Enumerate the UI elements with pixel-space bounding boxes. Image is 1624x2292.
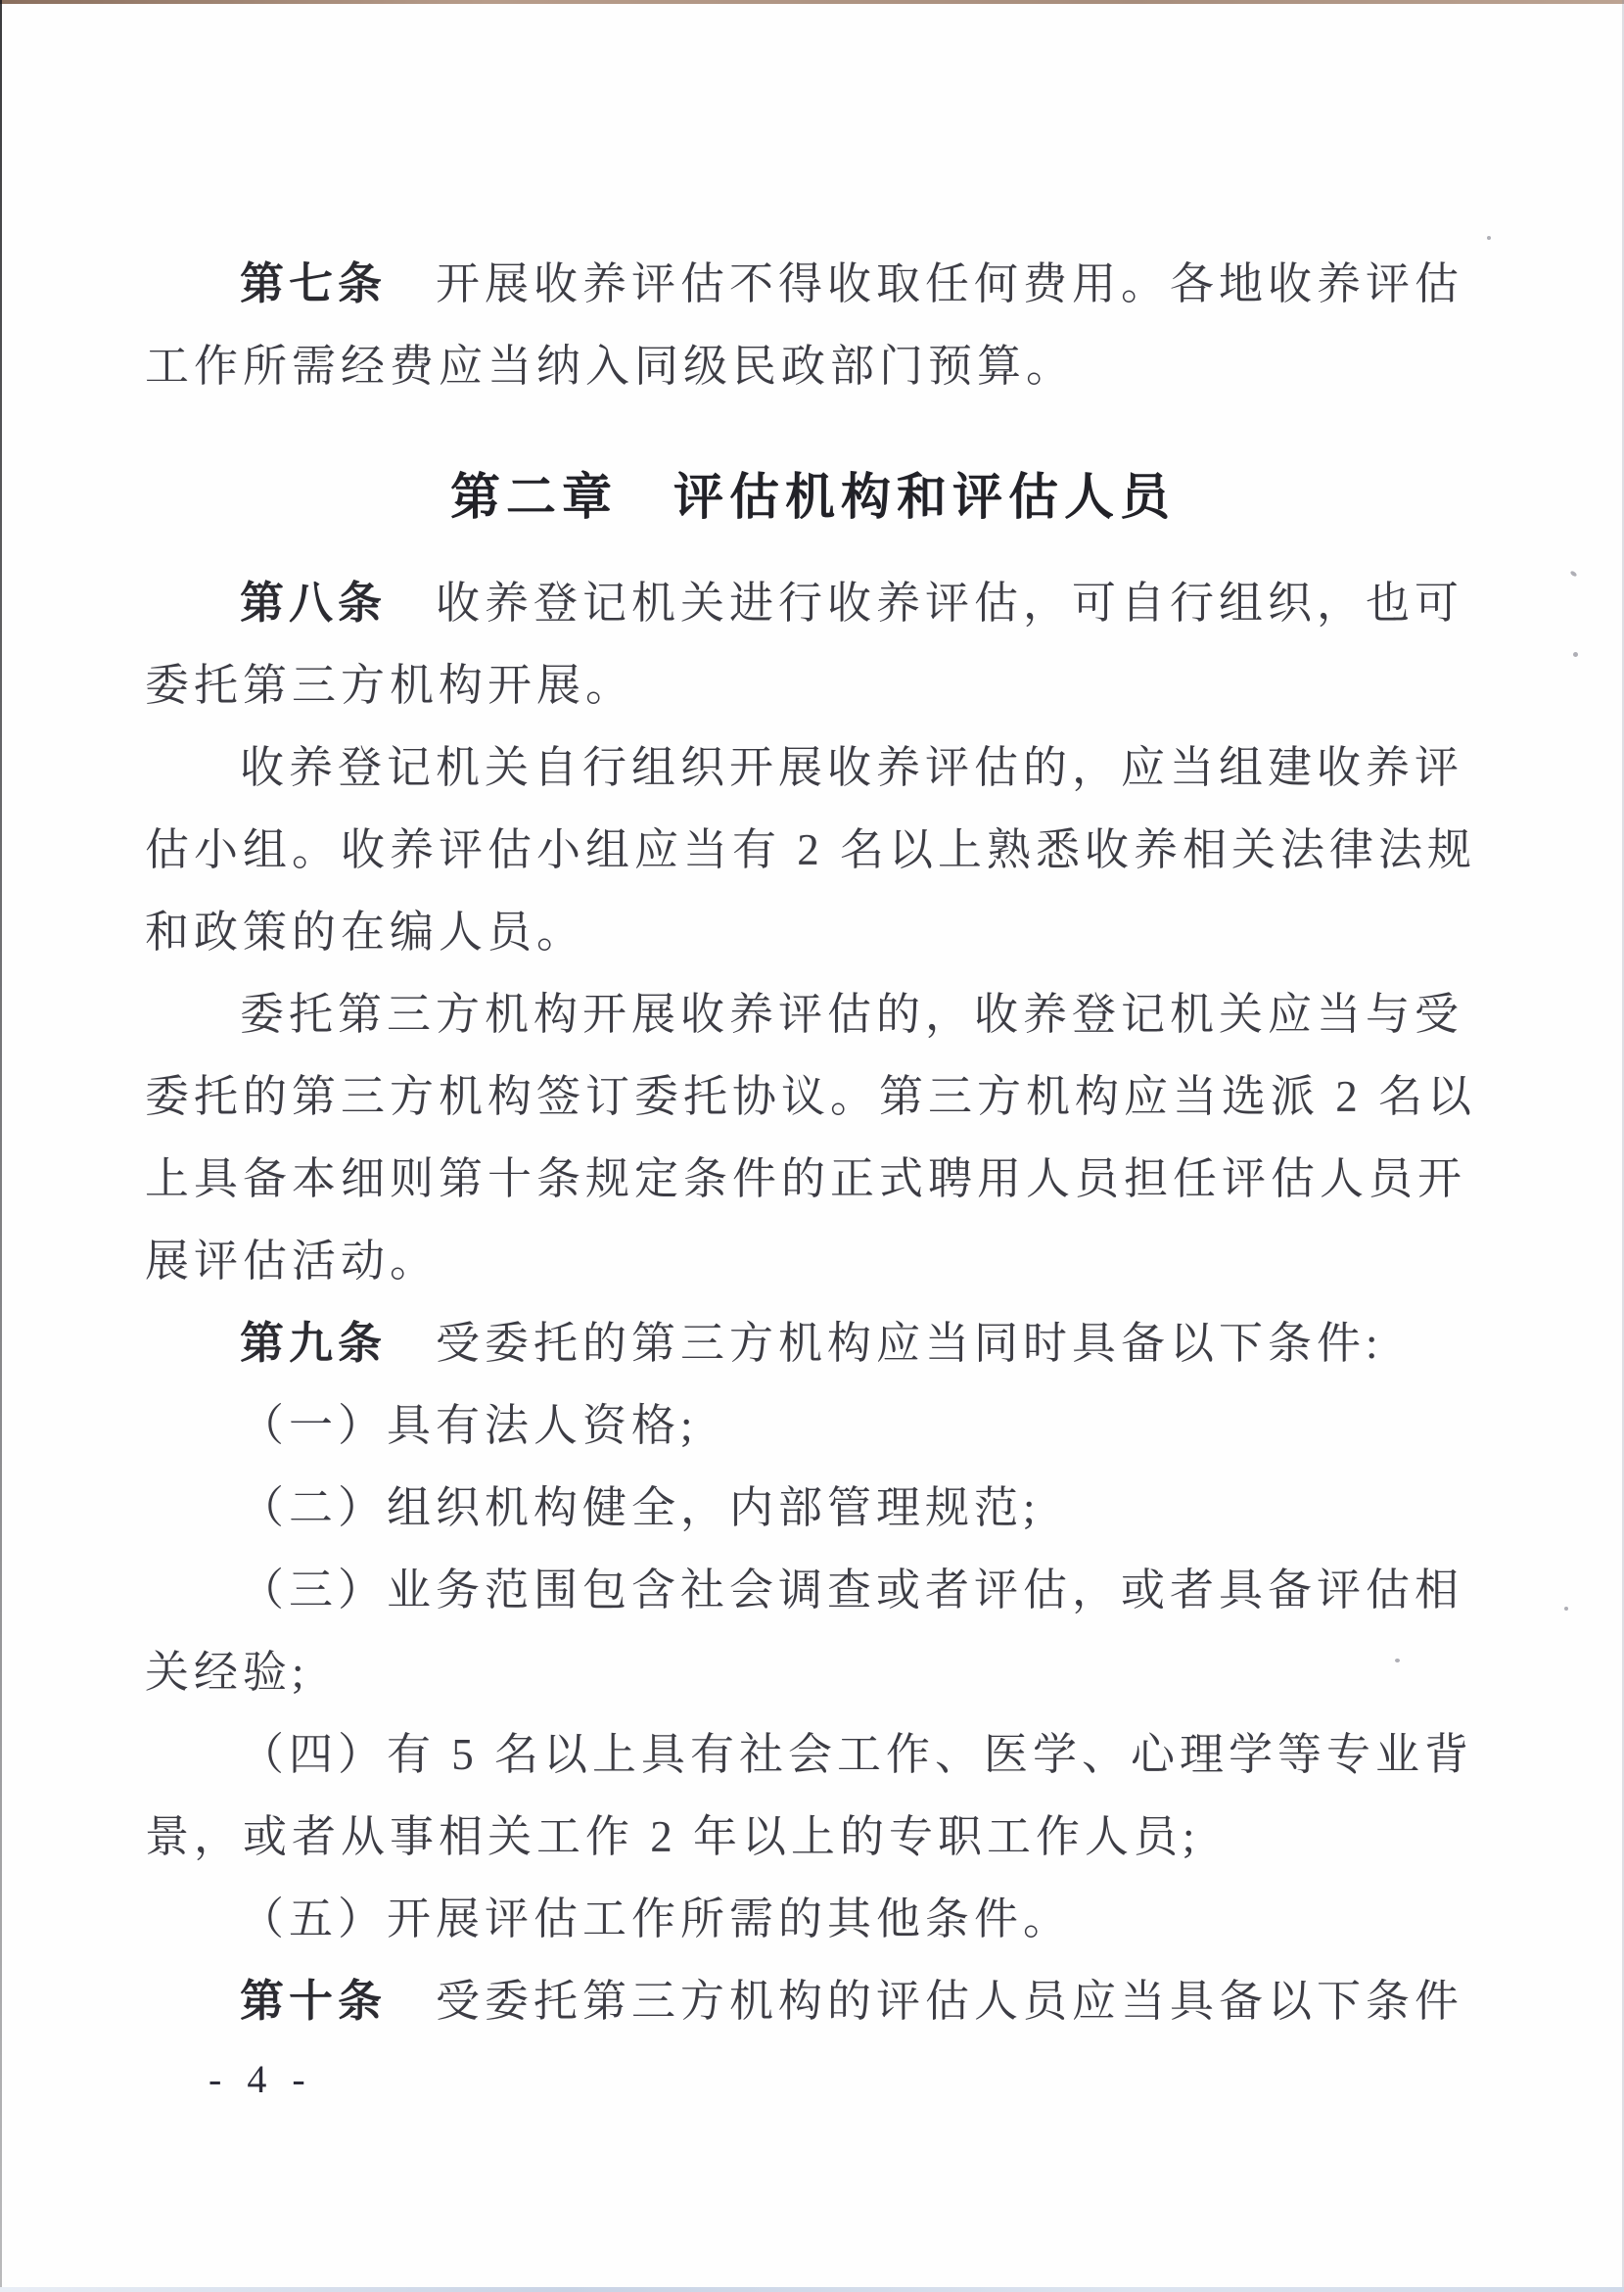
text-line: 收养登记机关自行组织开展收养评估的，应当组建收养评 — [240, 743, 1464, 792]
text-line: 景，或者从事相关工作 2 年以上的专职工作人员; — [145, 1812, 1200, 1861]
scan-edge-left — [0, 0, 2, 2292]
article-label: 第七条 — [240, 258, 388, 308]
article-label: 第八条 — [240, 578, 388, 628]
text-line: （三）业务范围包含社会调查或者评估，或者具备评估相 — [240, 1566, 1464, 1614]
scan-speck — [1573, 652, 1578, 657]
article-label: 第九条 — [240, 1318, 388, 1368]
text-line: 上具备本细则第十条规定条件的正式聘用人员担任评估人员开 — [145, 1154, 1467, 1203]
text-line — [145, 562, 1481, 644]
text-line: 工作所需经费应当纳入同级民政部门预算。 — [145, 342, 1076, 391]
scan-speck — [1564, 1607, 1568, 1611]
text-line: 估小组。收养评估小组应当有 2 名以上熟悉收养相关法律法规 — [145, 825, 1477, 874]
line-text: 受委托的第三方机构应当同时具备以下条件: — [387, 1319, 1383, 1368]
line-text: 收养登记机关进行收养评估，可自行组织，也可 — [387, 579, 1464, 628]
article-label: 第十条 — [240, 1976, 388, 2026]
text-line: 委托第三方机构开展。 — [145, 661, 635, 710]
text-line — [145, 1960, 1481, 2042]
text-line: （四）有 5 名以上具有社会工作、医学、心理学等专业背 — [240, 1730, 1474, 1779]
text-line: 委托的第三方机构签订委托协议。第三方机构应当选派 2 名以 — [145, 1072, 1477, 1121]
scan-edge-top — [0, 0, 1624, 4]
line-text: 开展收养评估不得收取任何费用。各地收养评估 — [387, 259, 1464, 308]
text-line: 关经验; — [145, 1648, 309, 1697]
text-line: 展评估活动。 — [145, 1237, 440, 1286]
text-line: （五）开展评估工作所需的其他条件。 — [240, 1894, 1073, 1943]
scan-speck — [1569, 570, 1577, 577]
text-line: 委托第三方机构开展收养评估的，收养登记机关应当与受 — [240, 990, 1464, 1039]
line-text: 受委托第三方机构的评估人员应当具备以下条件 — [387, 1977, 1464, 2026]
document-body — [145, 243, 1481, 2042]
chapter-heading: 第二章 评估机构和评估人员 — [449, 469, 1176, 525]
text-line — [145, 243, 1481, 325]
text-line: （二）组织机构健全，内部管理规范; — [240, 1483, 1041, 1532]
scan-speck — [1487, 236, 1491, 240]
scan-edge-bottom — [0, 2287, 1624, 2292]
text-line: 和政策的在编人员。 — [145, 908, 586, 957]
page-number: - 4 - — [209, 2057, 313, 2101]
scan-speck — [1395, 1659, 1400, 1662]
text-line — [145, 1302, 1481, 1384]
text-line: （一）具有法人资格; — [240, 1401, 698, 1450]
